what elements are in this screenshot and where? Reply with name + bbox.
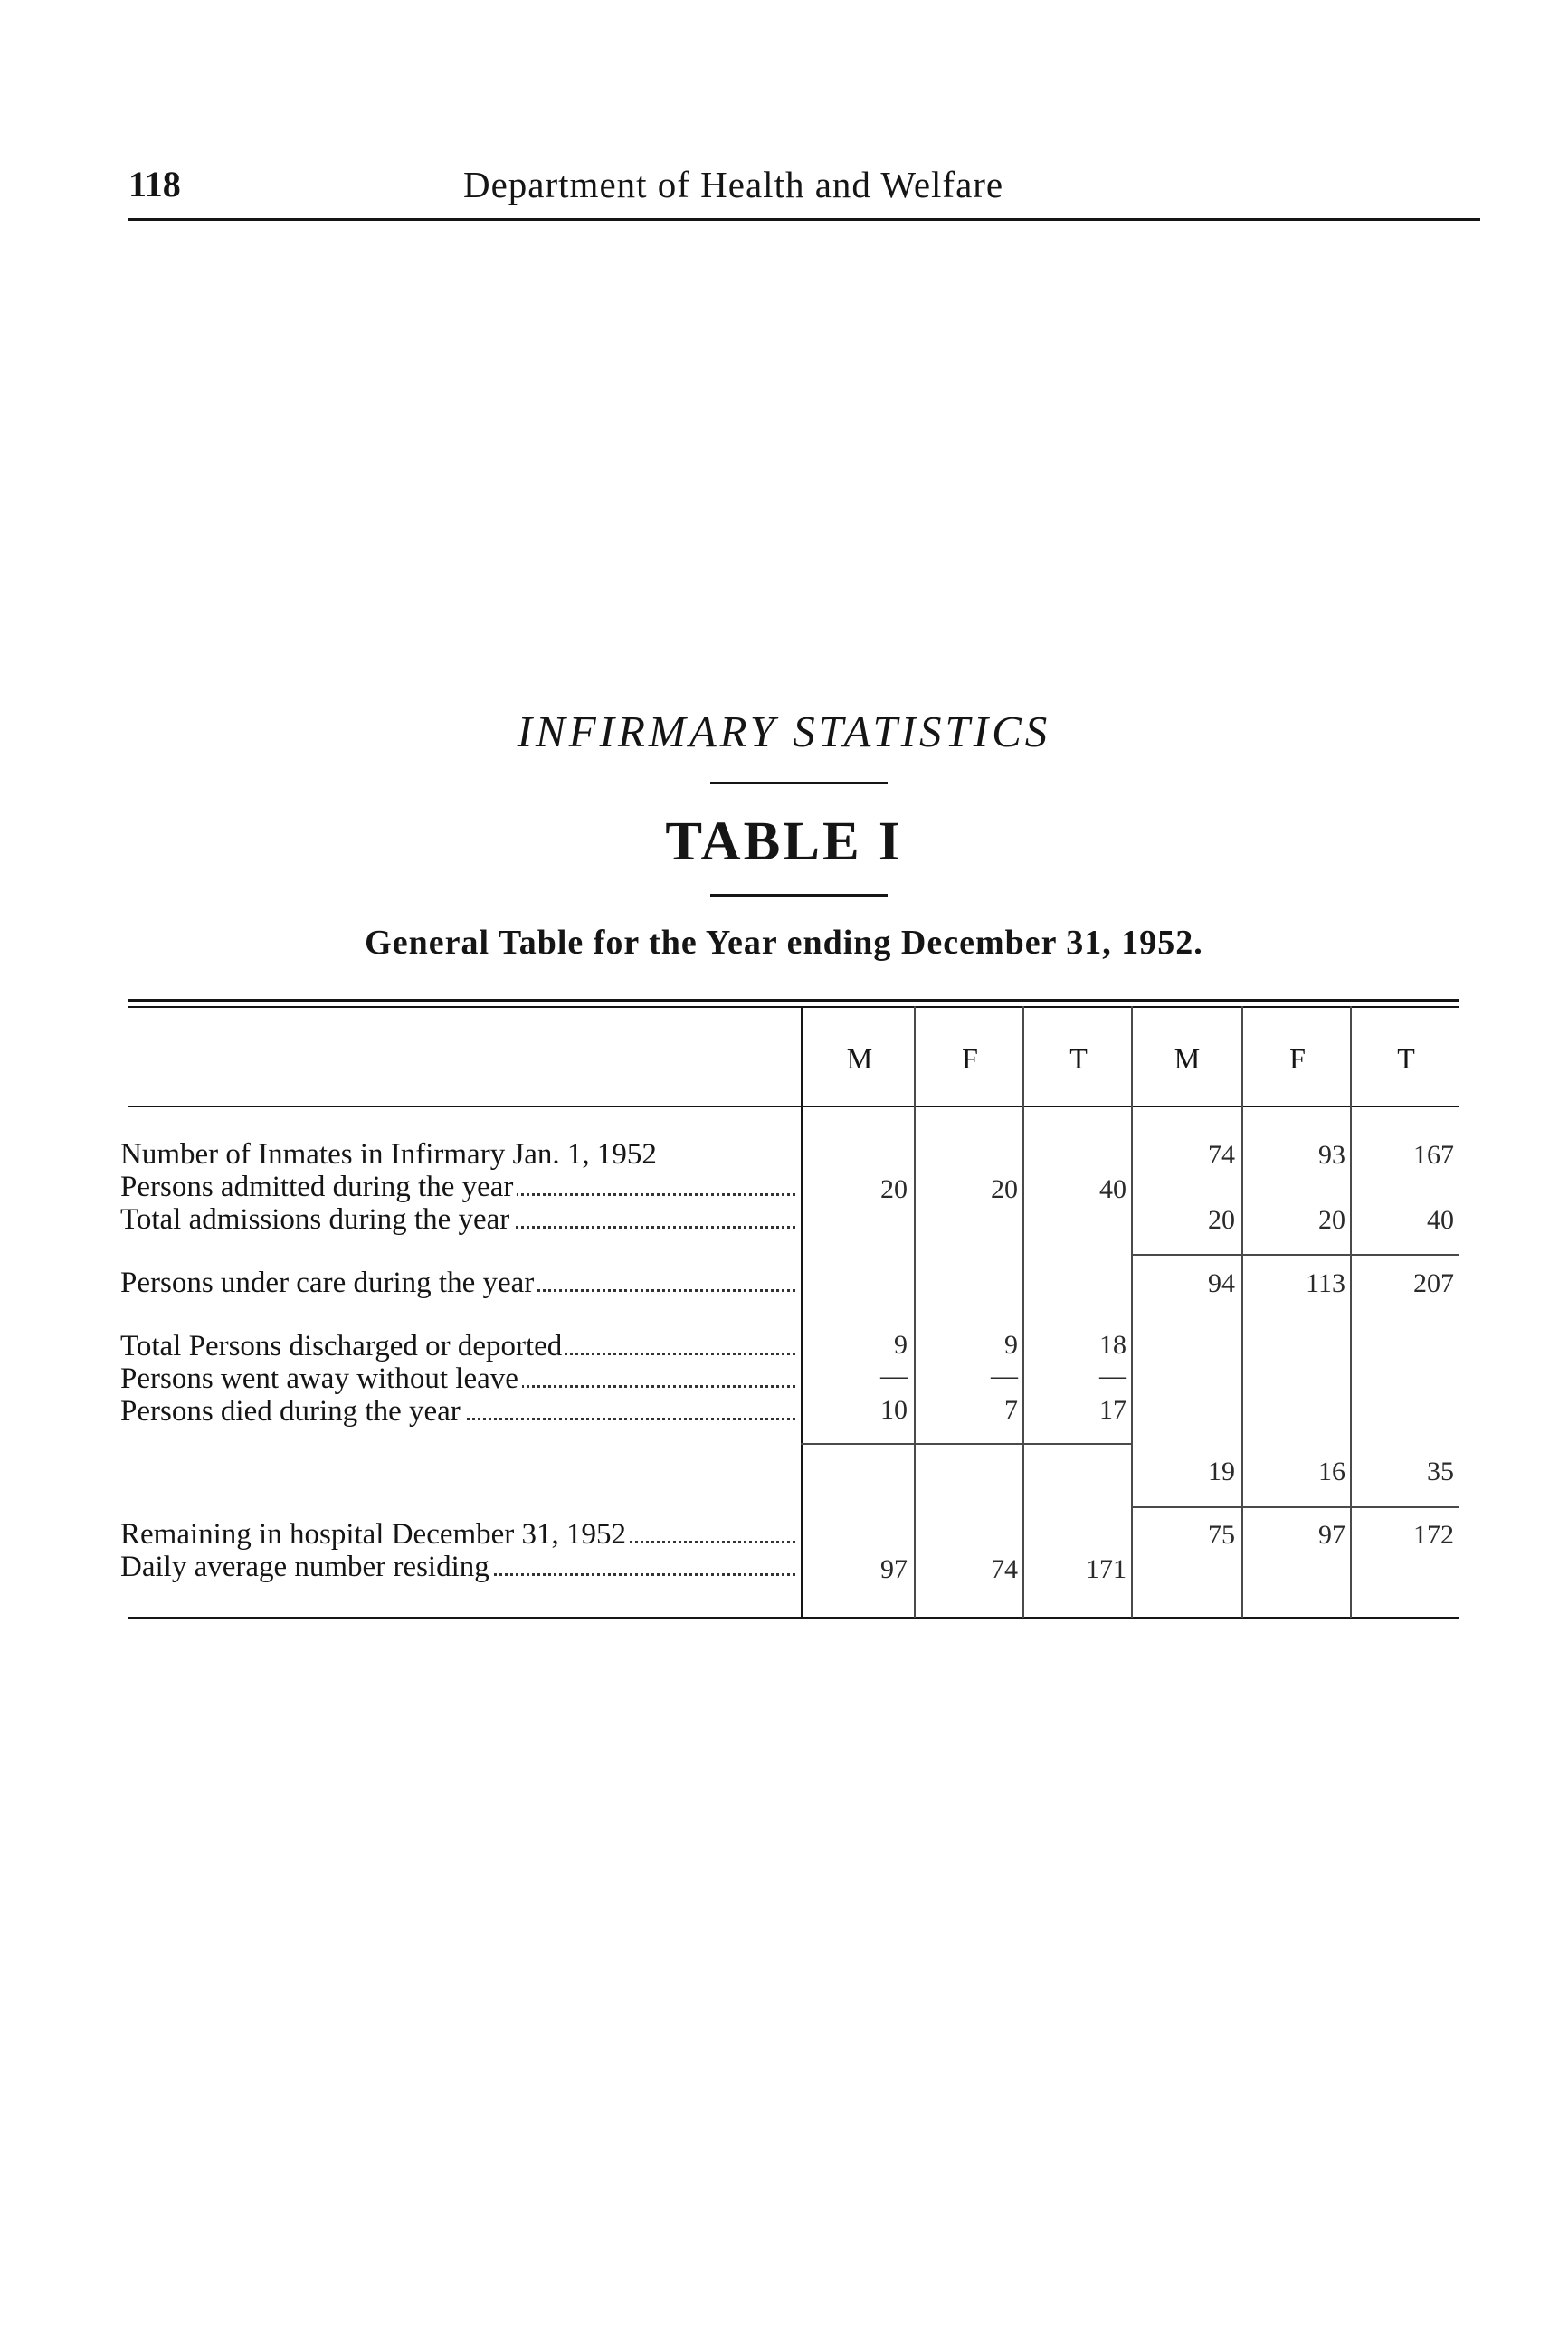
table-bottom-rule [128,1617,1459,1619]
page-number: 118 [128,164,181,204]
cell-subtotal-t: 35 [1427,1457,1454,1486]
cell-daily-average-m: 97 [880,1554,908,1584]
cell-discharged-m: 9 [894,1330,908,1360]
cell-without-leave-m: — [880,1361,908,1391]
column-divider [1022,1006,1024,1618]
cell-under-care-t: 207 [1413,1268,1454,1298]
column-header-m: M [1174,1042,1201,1075]
table-top-rule [128,999,1459,1002]
cell-died-m: 10 [880,1395,908,1425]
column-divider [1241,1006,1243,1618]
cell-total-admissions-m: 20 [1208,1205,1235,1235]
cell-discharged-t: 18 [1099,1330,1126,1360]
section-title: INFIRMARY STATISTICS [517,707,1051,756]
header-rule [128,218,1480,221]
cell-total-admissions-f: 20 [1318,1205,1345,1235]
column-divider [914,1006,916,1618]
cell-inmates-jan1-m: 74 [1208,1140,1235,1170]
cell-subtotal-m: 19 [1208,1457,1235,1486]
title-rule-top [710,782,888,784]
column-header-f: F [1289,1042,1306,1075]
row-label-died: Persons died during the year [120,1395,801,1429]
cell-daily-average-t: 171 [1086,1554,1126,1584]
table-subtitle: General Table for the Year ending December 31, 1952. [365,924,1203,962]
table-title: TABLE I [665,812,903,872]
cell-remaining-t: 172 [1413,1520,1454,1550]
subtotal-rule-right [1131,1254,1459,1256]
cell-inmates-jan1-t: 167 [1413,1140,1454,1170]
column-header-t: T [1069,1042,1088,1075]
table-header-rule [128,1106,1459,1107]
subtotal-rule-right-2 [1131,1506,1459,1508]
column-divider [801,1006,803,1618]
cell-remaining-f: 97 [1318,1520,1345,1550]
cell-admitted-f: 20 [991,1174,1018,1204]
column-header-m: M [846,1042,873,1075]
row-label-inmates-jan1: Number of Inmates in Infirmary Jan. 1, 1952 [120,1138,801,1172]
subtotal-rule-left [801,1443,1131,1445]
column-header-t: T [1397,1042,1415,1075]
column-header-f: F [962,1042,978,1075]
row-label-under-care: Persons under care during the year [120,1267,801,1300]
cell-remaining-m: 75 [1208,1520,1235,1550]
row-label-daily-average: Daily average number residing [120,1551,801,1584]
cell-died-f: 7 [1004,1395,1018,1425]
row-label-without-leave: Persons went away without leave [120,1362,801,1396]
table-top-rule-inner [128,1006,1459,1008]
cell-total-admissions-t: 40 [1427,1205,1454,1235]
cell-admitted-m: 20 [880,1174,908,1204]
column-divider [1350,1006,1352,1618]
row-label-remaining: Remaining in hospital December 31, 1952 [120,1518,801,1552]
cell-without-leave-f: — [991,1361,1018,1391]
cell-discharged-f: 9 [1004,1330,1018,1360]
column-divider [1131,1006,1133,1618]
cell-inmates-jan1-f: 93 [1318,1140,1345,1170]
cell-daily-average-f: 74 [991,1554,1018,1584]
title-rule-bottom [710,894,888,897]
cell-under-care-m: 94 [1208,1268,1235,1298]
row-label-admitted: Persons admitted during the year [120,1171,801,1204]
cell-under-care-f: 113 [1306,1268,1345,1298]
cell-admitted-t: 40 [1099,1174,1126,1204]
cell-died-t: 17 [1099,1395,1126,1425]
cell-without-leave-t: — [1099,1361,1126,1391]
row-label-discharged: Total Persons discharged or deported [120,1330,801,1363]
row-label-total-admissions: Total admissions during the year [120,1203,801,1237]
running-title: Department of Health and Welfare [463,164,1004,205]
cell-subtotal-f: 16 [1318,1457,1345,1486]
